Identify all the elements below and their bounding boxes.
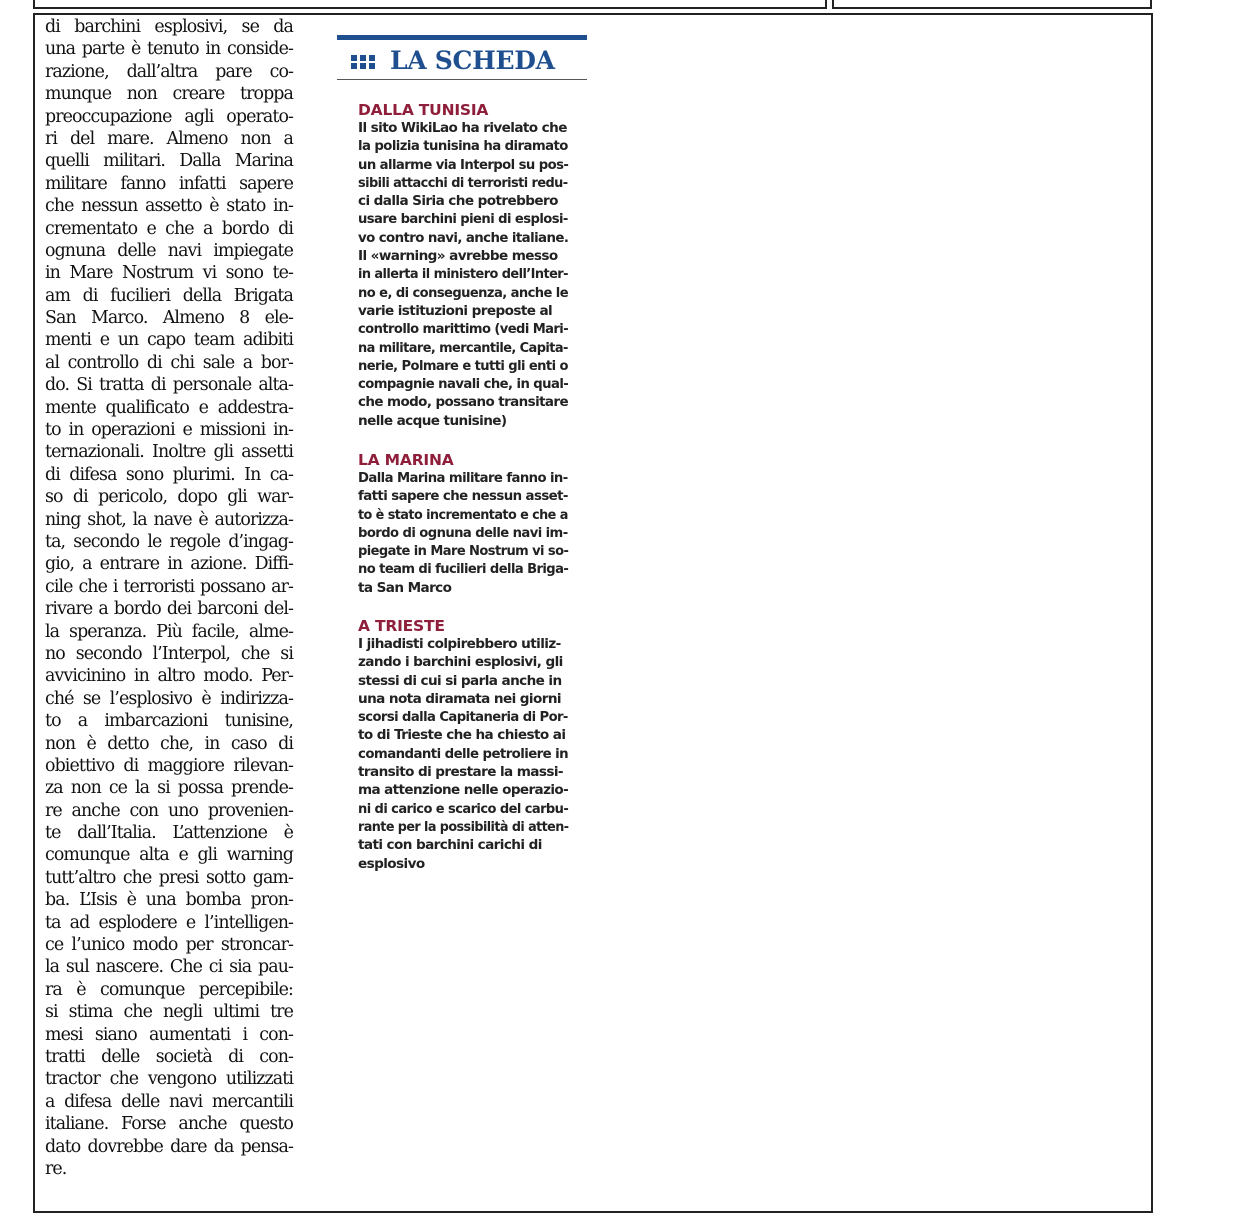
scheda-section-line: no team di fucilieri della Briga- [358,561,569,578]
article-line: la sul nascere. Che ci sia pau- [45,957,293,978]
scheda-section-heading: DALLA TUNISIA [358,101,489,119]
article-line: ché se l’esplosivo è indirizza- [45,688,293,709]
article-line: ning shot, la nave è autorizza- [45,509,293,530]
scheda-section-line: no e, di conseguenza, anche le [358,284,569,301]
article-line: cile che i terroristi possano ar- [45,576,293,597]
scheda-section-line: un allarme via Interpol su pos- [358,156,569,173]
article-line: ce l’unico modo per stroncar- [45,935,293,956]
scheda-section-line: nerie, Polmare e tutti gli enti o [358,357,568,374]
scheda-section-line: sibili attacchi di terroristi redu- [358,174,568,191]
article-line: am di fucilieri della Brigata [45,285,293,306]
scheda-section-line: Dalla Marina militare fanno in- [358,470,568,486]
scheda-section-line: compagnie navali che, in qual- [358,376,569,393]
scheda-section-heading: LA MARINA [358,451,454,469]
article-line: mesi siano aumentati i con- [45,1024,293,1045]
article-line: di barchini esplosivi, se da [45,17,293,37]
article-line: ra è comunque percepibile: [45,979,293,1000]
article-column [45,16,293,1180]
scheda-section-line: I jihadisti colpirebbero utiliz- [358,636,561,652]
article-line: dato dovrebbe dare da pensa- [45,1136,293,1157]
scheda-section-line: Il «warning» avrebbe messo [358,248,558,265]
article-line: rivare a bordo dei barconi del- [45,599,293,620]
article-line: ternazionali. Inoltre gli assetti [45,442,293,463]
scheda-section-line: una nota diramata nei giorni [358,690,561,707]
scheda-section-line: tati con barchini carichi di [358,837,542,854]
scheda-section-line: esplosivo [358,855,425,872]
scheda-section-heading: A TRIESTE [358,617,445,635]
page-frame-top-right [832,0,1152,9]
scheda-section-line: ma attenzione nelle operazio- [358,782,569,799]
scheda-section-line: vo contro navi, anche italiane. [358,229,569,246]
article-line: si stima che negli ultimi tre [45,1002,293,1023]
scheda-header-rule [337,79,587,80]
article-line: ba. L’Isis è una bomba pron- [45,890,293,911]
page-frame-top-left [33,0,827,9]
article-line: obiettivo di maggiore rilevan- [45,755,293,776]
article-line: San Marco. Almeno 8 ele- [45,308,293,329]
article-line: menti e un capo team adibiti [45,330,293,351]
scheda-section-line: la polizia tunisina ha diramato [358,138,568,155]
scheda-section-line: ni di carico e scarico del carbu- [358,800,569,817]
article-line: la speranza. Più facile, alme- [45,621,293,642]
scheda-section-line: rante per la possibilità di atten- [358,818,569,835]
scheda-section-dalla-tunisia [358,101,568,430]
article-line: una parte è tenuto in conside- [45,39,293,60]
article-line: te dall’Italia. L’attenzione è [45,823,293,844]
article-line: no secondo l’Interpol, che si [45,643,293,664]
scheda-section-a-trieste [358,617,568,873]
scheda-section-line: zando i barchini esplosivi, gli [358,654,563,671]
scheda-section-line: usare barchini pieni di esplosi- [358,211,568,228]
scheda-section-line: controllo marittimo (vedi Mari- [358,321,569,338]
article-line: ta ad esplodere e l’intelligen- [45,912,293,933]
scheda-title: LA SCHEDA [390,46,555,75]
scheda-section-line: ci dalla Siria che potrebbero [358,193,558,210]
scheda-section-line: in allerta il ministero dell’Inter- [358,266,568,283]
scheda-section-line: to è stato incrementato e che a [358,506,568,523]
article-line: to in operazioni e missioni in- [45,420,293,441]
scheda-section-line: varie istituzioni preposte al [358,302,553,319]
article-line: re anche con uno provenien- [45,800,293,821]
article-line: tutt’altro che presi sotto gam- [45,867,293,888]
article-line: al controllo di chi sale a bor- [45,352,293,373]
article-line: tractor che vengono utilizzati [45,1069,293,1090]
article-line: to a imbarcazioni tunisine, [45,711,293,732]
scheda-section-la-marina [358,451,568,597]
article-line: italiane. Forse anche questo [45,1114,293,1135]
article-line: preoccupazione agli operato- [45,106,293,127]
article-line: che nessun assetto è stato in- [45,196,293,217]
scheda-section-line: fatti sapere che nessun asset- [358,488,568,505]
article-line: do. Si tratta di personale alta- [45,375,293,396]
article-line: so di pericolo, dopo gli war- [45,487,293,508]
scheda-section-line: to di Trieste che ha chiesto ai [358,727,566,744]
scheda-section-line: transito di prestare la massi- [358,764,563,781]
article-line: avvicinino in altro modo. Per- [45,666,293,687]
grid-dots-icon [351,55,377,69]
scheda-section-line: na militare, mercantile, Capita- [358,339,568,356]
article-line: za non ce la si possa prende- [45,778,293,799]
article-line: non è detto che, in caso di [45,733,293,754]
article-line: comunque alta e gli warning [45,845,293,866]
scheda-section-line: che modo, possano transitare [358,394,569,411]
scheda-header [337,35,587,81]
scheda-section-line: nelle acque tunisine) [358,412,507,429]
article-line: munque non creare troppa [45,84,293,105]
scheda-section-line: ta San Marco [358,579,452,596]
article-line: in Mare Nostrum vi sono te- [45,263,293,284]
article-line: razione, dall’altra pare co- [45,61,293,82]
scheda-section-line: bordo di ognuna delle navi im- [358,524,568,541]
scheda-section-line: stessi di cui si parla anche in [358,672,562,689]
scheda-section-line: scorsi dalla Capitaneria di Por- [358,709,568,726]
scheda-top-bar [337,35,587,40]
article-line: ta, secondo le regole d’ingag- [45,531,293,552]
scheda-section-line: comandanti delle petroliere in [358,745,569,762]
article-line: a difesa delle navi mercantili [45,1091,293,1112]
scheda-section-line: Il sito WikiLao ha rivelato che [358,120,567,136]
scheda-section-line: piegate in Mare Nostrum vi so- [358,543,569,560]
article-line: ri del mare. Almeno non a [45,128,293,149]
article-line: militare fanno infatti sapere [45,173,293,194]
article-line: quelli militari. Dalla Marina [45,151,293,172]
article-line: gio, a entrare in azione. Diffi- [45,554,293,575]
article-line: tratti delle società di con- [45,1046,293,1067]
article-line: ognuna delle navi impiegate [45,240,293,261]
article-line: crementato e che a bordo di [45,218,293,239]
article-line: di difesa sono plurimi. In ca- [45,464,293,485]
article-line: re. [45,1158,67,1179]
article-line: mente qualificato e addestra- [45,397,293,418]
